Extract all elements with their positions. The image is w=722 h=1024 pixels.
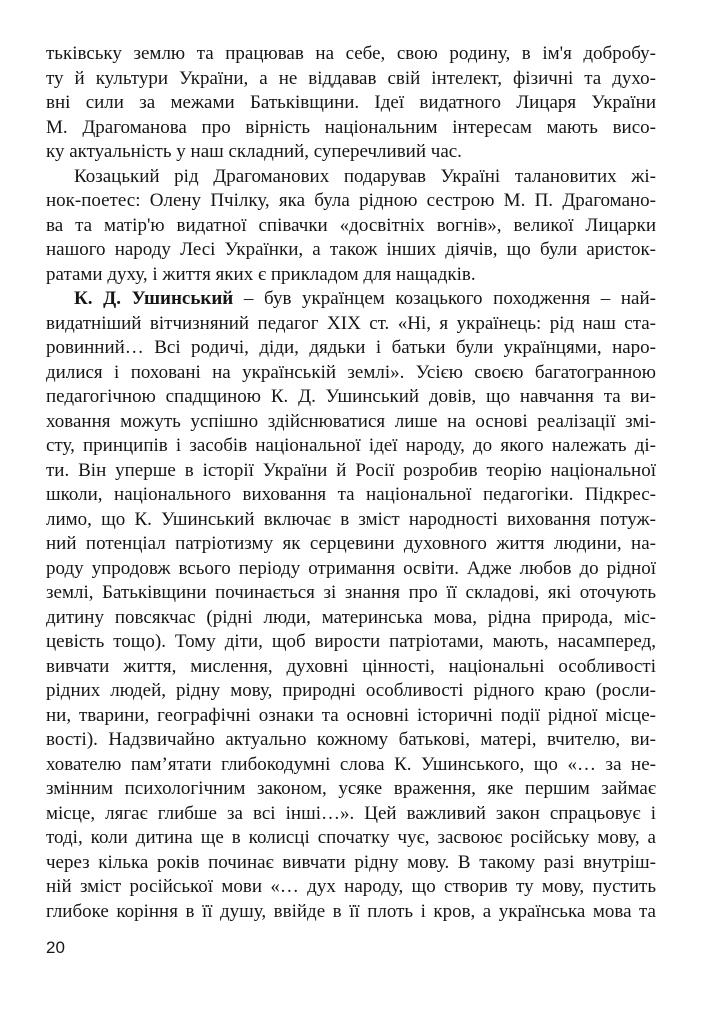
text-line: ку актуальність у наш складний, суперечливий час. (46, 141, 462, 162)
text-line: ний потенціал патріотизму як серцевини духовного життя людини, на- (46, 533, 656, 554)
name-ushynsky: К. Д. Ушинський (74, 288, 234, 309)
text-line: сту, принципів і засобів національної ідеї народу, до якого належать ді- (46, 435, 656, 456)
text-line: дитину повсякчас (рідні люди, материнська мова, рідна природа, міс- (46, 606, 656, 628)
text-line: школи, національного виховання та національної педагогіки. Підкрес- (46, 484, 656, 505)
text-line: рідних людей, рідну мову, природні особливості рідного краю (росли- (46, 680, 656, 701)
text-line: педагогічною спадщиною К. Д. Ушинський довів, що навчання та ви- (46, 386, 656, 407)
text-line: М. Драгоманова про вірність національним інтересам мають висо- (46, 116, 656, 138)
paragraph-1 (46, 42, 656, 165)
page-number: 20 (46, 938, 65, 957)
text-line: тоді, коли дитина ще в колисці спочатку чує, засвоює російську мову, а (46, 827, 656, 848)
text-line: лимо, що К. Ушинський включає в зміст народності виховання потуж- (46, 508, 656, 530)
text-line (46, 287, 656, 312)
text-line: вості). Надзвичайно актуально кожному батькові, матері, вчителю, ви- (46, 729, 656, 750)
paragraph-3 (46, 287, 656, 924)
text-line: тьківську землю та працював на себе, свою родину, в ім'я добробу- (46, 43, 656, 64)
text-line: через кілька років починає вивчати рідну мову. В такому разі внутріш- (46, 851, 656, 873)
text-line: Козацький рід Драгоманових подарував Україні талановитих жі- (74, 165, 656, 187)
text-line: місце, лягає глибше за всі інші…». Цей важливий закон спрацьовує і (46, 802, 656, 824)
text-line: нок-поетес: Олену Пчілку, яка була рідною сестрою М. П. Драгомано- (46, 190, 656, 211)
text-line: вні сили за межами Батьківщини. Ідеї видатного Лицаря України (46, 92, 656, 113)
text-line: дилися і поховані на українській землі». Усією своєю багатогранною (46, 361, 656, 383)
text-line: ва та матір'ю видатної співачки «досвітніх вогнів», великої Лицарки (46, 214, 656, 236)
text-line: ховання можуть успішно здійснюватися лише на основі реалізації змі- (46, 410, 656, 432)
text-line: глибоке коріння в її душу, ввійде в її плоть і кров, а українська мова та (46, 900, 656, 922)
text-line: ровинний… Всі родичі, діди, дядьки і батьки були українцями, наро- (46, 337, 656, 358)
text-line: роду упродовж всього періоду отримання освіти. Адже любов до рідної (46, 557, 656, 579)
text-line-rest: – був українцем козацького походження – най- (233, 288, 656, 309)
text-line: ни, тварини, географічні ознаки та основні історичні події рідної місце- (46, 704, 656, 726)
text-line: хователю пам’ятати глибокодумні слова К. Ушинського, що «… за не- (46, 753, 656, 775)
text-line: ту й культури України, а не віддавав свій інтелект, фізичні та духо- (46, 67, 656, 89)
text-line: нашого народу Лесі Українки, а також інших діячів, що були аристок- (46, 239, 656, 260)
text-line: вивчати життя, мислення, духовні цінності, національні особливості (46, 655, 656, 677)
page-body (46, 42, 656, 924)
text-line: ратами духу, і життя яких є прикладом для нащадків. (46, 263, 476, 285)
text-line: цевість тощо). Тому діти, щоб вирости патріотами, мають, насамперед, (46, 631, 656, 652)
paragraph-2 (46, 165, 656, 288)
text-line: видатніший вітчизняний педагог XIX ст. «Ні, я українець: рід наш ста- (46, 312, 656, 334)
text-line: землі, Батьківщини починається зі знання про її складові, які оточують (46, 582, 656, 603)
text-line: ти. Він уперше в історії України й Росії розробив теорію національної (46, 459, 656, 481)
text-line: змінним психологічним законом, усяке враження, яке першим займає (46, 778, 656, 799)
text-line: ній зміст російської мови «… дух народу, що створив ту мову, пустить (46, 876, 656, 897)
